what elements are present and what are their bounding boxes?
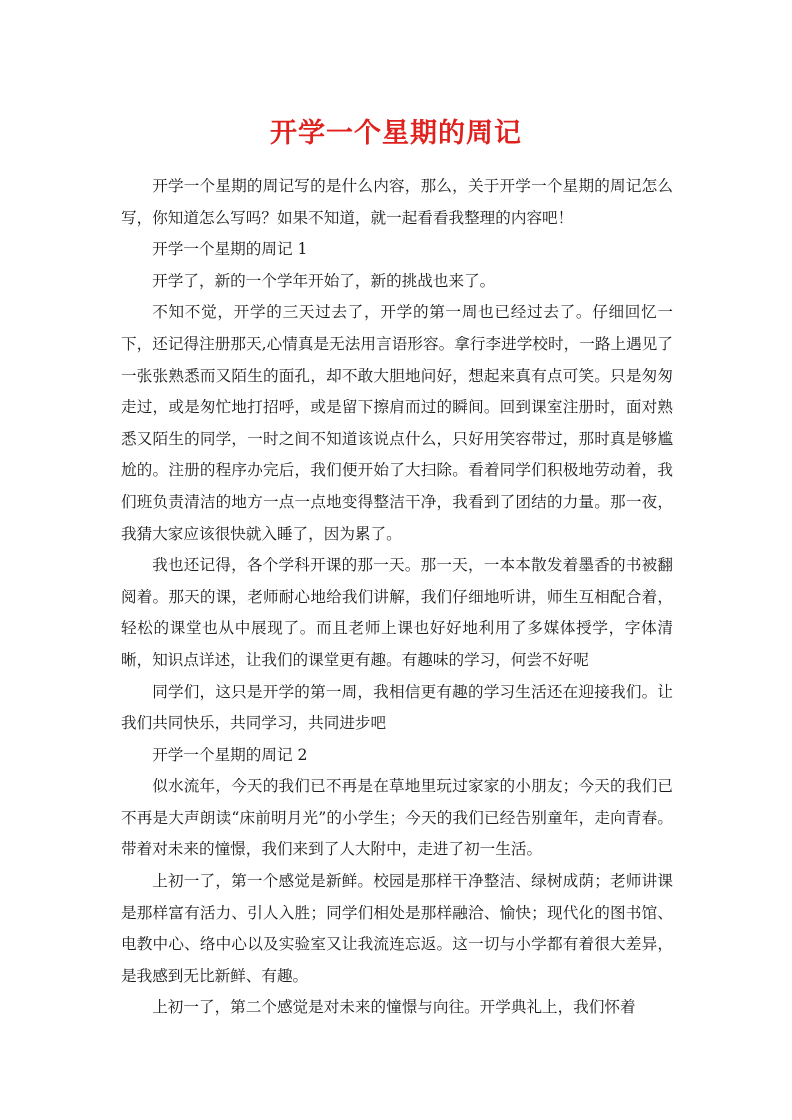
paragraph: 不知不觉，开学的三天过去了，开学的第一周也已经过去了。仔细回忆一下，还记得注册那天,心情真是无法用言语形容。拿行李进学校时，一路上遇见了一张张熟悉而又陌生的面孔，却不敢大胆地问好，想起来真有点可笑。只是匆匆走过，或是匆忙地打招呼，或是留下擦肩而过的瞬间。回到课室注册时，面对熟悉又陌生的同学，一时之间不知道该说点什么，只好用笑容带过，那时真是够尴尬的。注册的程序办完后，我们便开始了大扫除。看着同学们积极地劳动着，我们班负责清洁的地方一点一点地变得整洁干净，我看到了团结的力量。那一夜，我猜大家应该很快就入睡了，因为累了。 xyxy=(121,303,673,543)
paragraph: 上初一了，第一个感觉是新鲜。校园是那样干净整洁、绿树成荫；老师讲课是那样富有活力、引人入胜；同学们相处是那样融洽、愉快；现代化的图书馆、电教中心、络中心以及实验室又让我流连忘返。这一切与小学都有着很大差异，是我感到无比新鲜、有趣。 xyxy=(121,872,673,985)
paragraph: 上初一了，第二个感觉是对未来的憧憬与向往。开学典礼上，我们怀着 xyxy=(152,998,636,1017)
section-heading-2: 开学一个星期的周记 2 xyxy=(152,745,308,764)
document-title: 开学一个星期的周记 xyxy=(270,118,522,150)
paragraph: 我也还记得，各个学科开课的那一天。那一天，一本本散发着墨香的书被翻阅着。那天的课，老师耐心地给我们讲解，我们仔细地听讲，师生互相配合着，轻松的课堂也从中展现了。而且老师上课也好好地利用了多媒体授学，字体清晰，知识点详述，让我们的课堂更有趣。有趣味的学习，何尝不好呢 xyxy=(121,556,673,669)
paragraph: 同学们，这只是开学的第一周，我相信更有趣的学习生活还在迎接我们。让我们共同快乐，共同学习，共同进步吧 xyxy=(121,682,673,733)
paragraph: 似水流年，今天的我们已不再是在草地里玩过家家的小朋友；今天的我们已不再是大声朗读“床前明月光”的小学生；今天的我们已经告别童年，走向青春。带着对未来的憧憬，我们来到了人大附中，走进了初一生活。 xyxy=(121,777,673,859)
paragraph: 开学了，新的一个学年开始了，新的挑战也来了。 xyxy=(152,271,496,290)
section-heading-1: 开学一个星期的周记 1 xyxy=(152,240,308,259)
paragraph-intro: 开学一个星期的周记写的是什么内容，那么，关于开学一个星期的周记怎么写，你知道怎么写吗？如果不知道，就一起看看我整理的内容吧！ xyxy=(121,177,673,227)
document-body xyxy=(121,171,673,1024)
